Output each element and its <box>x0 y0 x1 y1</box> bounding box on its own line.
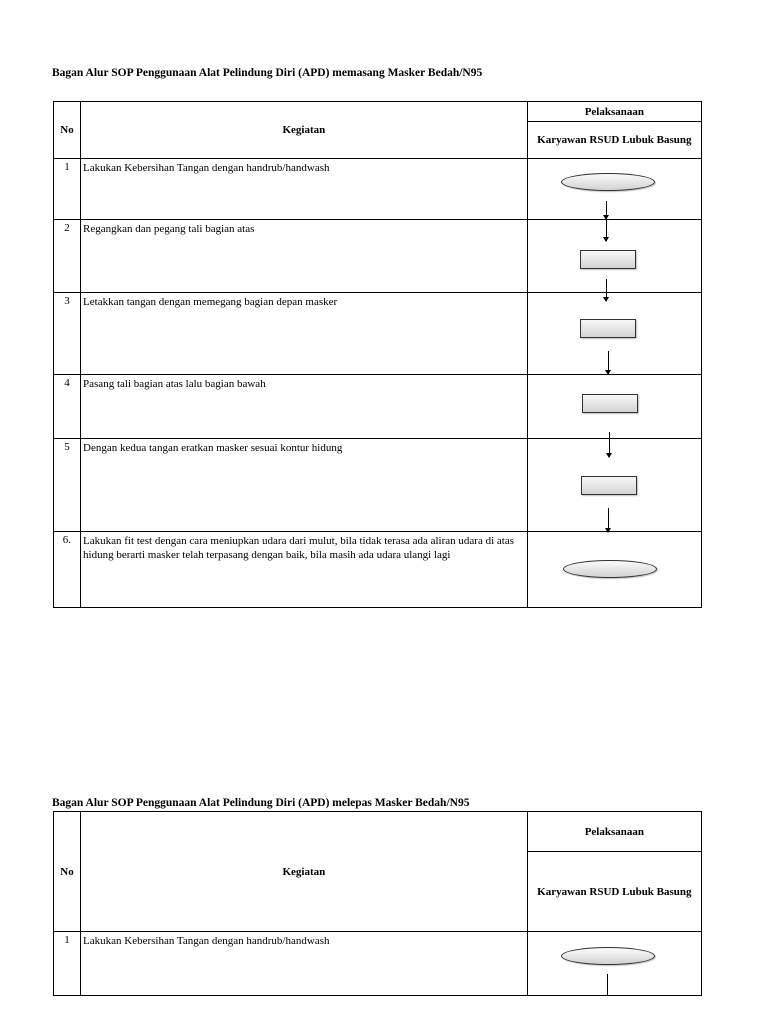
header-no: No <box>54 812 81 932</box>
table-row <box>54 159 702 220</box>
flow-cell <box>527 375 701 439</box>
row-number: 3 <box>54 293 81 375</box>
row-number: 5 <box>54 439 81 532</box>
flow-start-oval <box>561 947 655 965</box>
flow-connector <box>607 974 608 996</box>
flow-end-oval <box>563 560 657 578</box>
flow-arrow <box>606 220 607 241</box>
row-number: 2 <box>54 220 81 293</box>
header-pelaksana: Karyawan RSUD Lubuk Basung <box>527 852 701 932</box>
row-kegiatan: Regangkan dan pegang tali bagian atas <box>81 220 528 293</box>
header-pelaksanaan: Pelaksanaan <box>527 812 701 852</box>
flow-arrow <box>609 432 610 457</box>
row-kegiatan: Lakukan Kebersihan Tangan dengan handrub/handwash <box>81 159 528 220</box>
header-pelaksanaan: Pelaksanaan <box>527 102 701 122</box>
header-no: No <box>54 102 81 159</box>
flow-arrow <box>608 351 609 374</box>
flow-cell <box>527 159 701 220</box>
section1-title: Bagan Alur SOP Penggunaan Alat Pelindung Diri (APD) memasang Masker Bedah/N95 <box>52 67 483 79</box>
sop-table-melepas <box>53 811 702 996</box>
flow-cell <box>527 439 701 532</box>
flow-process-box <box>581 476 637 495</box>
section2-title: Bagan Alur SOP Penggunaan Alat Pelindung Diri (APD) melepas Masker Bedah/N95 <box>52 797 470 809</box>
flow-process-box <box>580 319 636 338</box>
flow-arrow <box>606 201 607 219</box>
table-row <box>54 532 702 608</box>
row-number: 6. <box>54 532 81 608</box>
table-row <box>54 293 702 375</box>
table-row <box>54 932 702 996</box>
row-kegiatan: Lakukan fit test dengan cara meniupkan udara dari mulut, bila tidak terasa ada aliran udara di atas hidung berarti masker telah terpasang dengan baik, bila masih ada udara ulangi lagi <box>81 532 528 608</box>
table-row <box>54 220 702 293</box>
row-kegiatan: Pasang tali bagian atas lalu bagian bawah <box>81 375 528 439</box>
table-row <box>54 439 702 532</box>
row-kegiatan: Lakukan Kebersihan Tangan dengan handrub/handwash <box>81 932 528 996</box>
row-kegiatan: Letakkan tangan dengan memegang bagian depan masker <box>81 293 528 375</box>
flow-cell <box>527 532 701 608</box>
flow-cell <box>527 932 701 996</box>
flow-process-box <box>582 394 638 413</box>
row-kegiatan: Dengan kedua tangan eratkan masker sesuai kontur hidung <box>81 439 528 532</box>
flow-start-oval <box>561 173 655 191</box>
flow-cell <box>527 293 701 375</box>
row-number: 1 <box>54 159 81 220</box>
table-row <box>54 375 702 439</box>
flow-process-box <box>580 250 636 269</box>
row-number: 1 <box>54 932 81 996</box>
flow-arrow <box>606 279 607 301</box>
flow-arrow <box>608 508 609 532</box>
row-number: 4 <box>54 375 81 439</box>
header-kegiatan: Kegiatan <box>81 812 528 932</box>
header-kegiatan: Kegiatan <box>81 102 528 159</box>
flow-cell <box>527 220 701 293</box>
sop-table-memasang <box>53 101 702 608</box>
header-pelaksana: Karyawan RSUD Lubuk Basung <box>527 122 701 159</box>
